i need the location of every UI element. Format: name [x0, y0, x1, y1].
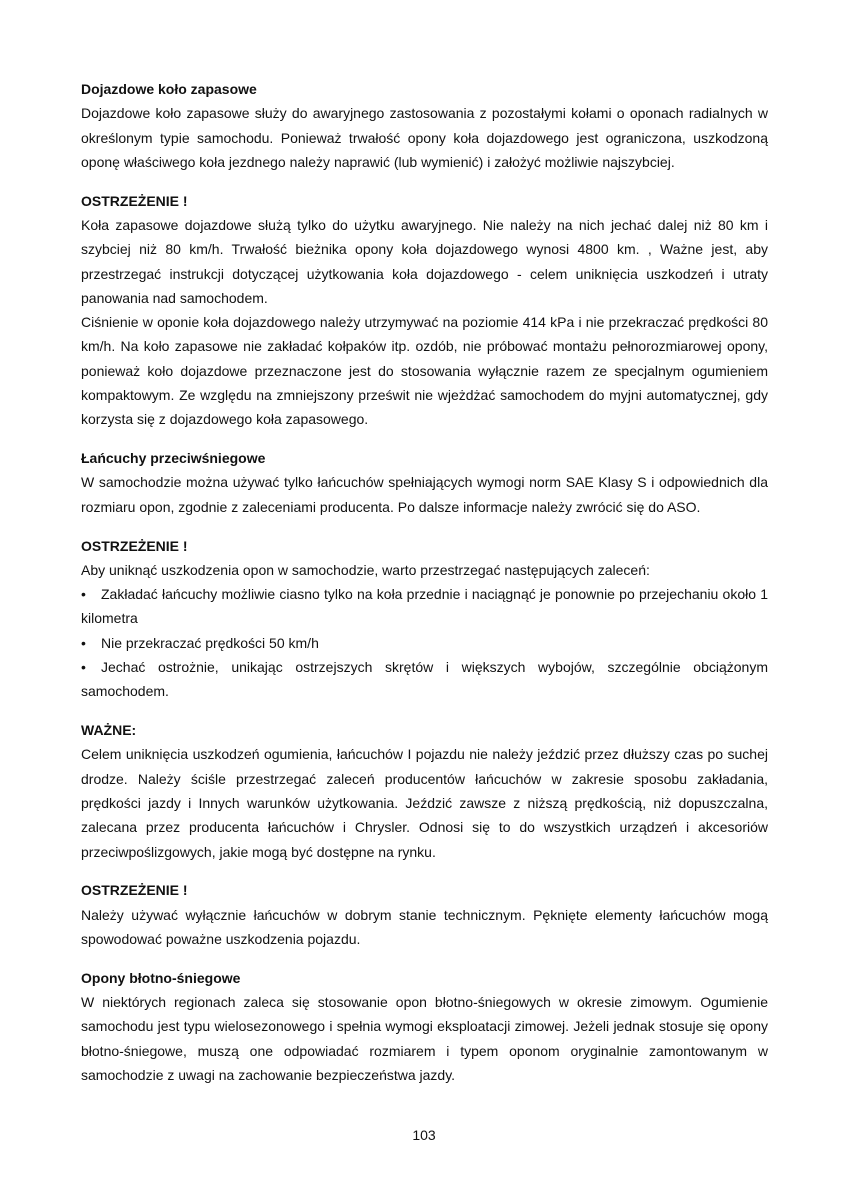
- bullet-icon: •: [81, 659, 86, 676]
- page-number: 103: [412, 1127, 436, 1143]
- section-spare-wheel: [81, 77, 768, 174]
- important-heading: WAŻNE:: [81, 722, 137, 739]
- bullet-icon: •: [81, 634, 86, 651]
- paragraph: Należy używać wyłącznie łańcuchów w dobrym stanie technicznym. Pęknięte elementy łańcuchów mogą spowodować poważne uszkodzenia pojazdu.: [81, 906, 768, 947]
- warning-heading: OSTRZEŻENIE !: [81, 192, 188, 209]
- document-page: [81, 77, 768, 1102]
- bullet-item: [81, 631, 768, 655]
- section-mud-snow-tires: [81, 966, 768, 1087]
- bullet-item: [81, 655, 768, 704]
- bullet-text: Zakładać łańcuchy możliwie ciasno tylko na koła przednie i naciągnąć je ponownie po przejechaniu około 1 kilometra: [81, 586, 768, 627]
- paragraph: Ciśnienie w oponie koła dojazdowego należy utrzymywać na poziomie 414 kPa i nie przekraczać prędkości 80 km/h. Na koło zapasowe nie zakładać kołpaków itp. ozdób, nie próbować montażu pełnorozmiarowej opony, ponieważ koło dojazdowe przeznaczone jest do stosowania wyłącznie razem ze specjalnym ogumieniem kompaktowym. Ze względu na zmniejszony prześwit nie wjeżdżać samochodem do myjni automatycznej, gdy korzysta się z dojazdowego koła zapasowego.: [81, 314, 768, 428]
- paragraph: W niektórych regionach zaleca się stosowanie opon błotno-śniegowych w okresie zimowym. Ogumienie samochodu jest typu wielosezonowego i spełnia wymogi eksploatacji zimowej. Jeżeli jednak stosuje się opony błotno-śniegowe, muszą one odpowiadać rozmiarem i typem oponom oryginalnie zamontowanym w samochodzie z uwagi na zachowanie bezpieczeństwa jazdy.: [81, 994, 768, 1083]
- paragraph: Celem uniknięcia uszkodzeń ogumienia, łańcuchów I pojazdu nie należy jeździć przez dłuższy czas po suchej drodze. Należy ściśle przestrzegać zaleceń producentów łańcuchów w zakresie sposobu zakładania, prędkości jazdy i Innych warunków użytkowania. Jeździć zawsze z niższą prędkością, niż dopuszczalna, zalecana przez producenta łańcuchów i Chrysler. Odnosi się to do wszystkich urządzeń i akcesoriów przeciwpoślizgowych, jakie mogą być dostępne na rynku.: [81, 746, 768, 860]
- warning-heading: OSTRZEŻENIE !: [81, 537, 188, 554]
- bullet-text: Jechać ostrożnie, unikając ostrzejszych skrętów i większych wybojów, szczególnie obciążonym samochodem.: [81, 659, 768, 700]
- section-heading: Opony błotno-śniegowe: [81, 969, 241, 986]
- paragraph: W samochodzie można używać tylko łańcuchów spełniających wymogi norm SAE Klasy S i odpowiednich dla rozmiaru opon, zgodnie z zaleceniami producenta. Po dalsze informacje należy zwrócić się do ASO.: [81, 474, 768, 515]
- bullet-text: Nie przekraczać prędkości 50 km/h: [101, 634, 319, 651]
- section-heading: Łańcuchy przeciwśniegowe: [81, 450, 266, 467]
- section-snow-chains: [81, 446, 768, 519]
- section-warning-1: [81, 189, 768, 432]
- warning-heading: OSTRZEŻENIE !: [81, 882, 188, 899]
- bullet-icon: •: [81, 586, 86, 603]
- section-warning-2: [81, 534, 768, 704]
- paragraph: Aby uniknąć uszkodzenia opon w samochodzie, warto przestrzegać następujących zaleceń:: [81, 561, 650, 578]
- section-important: [81, 718, 768, 864]
- paragraph: Koła zapasowe dojazdowe służą tylko do użytku awaryjnego. Nie należy na nich jechać dalej niż 80 km i szybciej niż 80 km/h. Trwałość bieżnika opony koła dojazdowego wynosi 4800 km. , Ważne jest, aby przestrzegać instrukcji dotyczącej użytkowania koła dojazdowego - celem uniknięcia uszkodzeń i utraty panowania nad samochodem.: [81, 216, 768, 306]
- section-heading: Dojazdowe koło zapasowe: [81, 81, 257, 97]
- bullet-item: [81, 582, 768, 631]
- section-warning-3: [81, 878, 768, 951]
- paragraph: Dojazdowe koło zapasowe służy do awaryjnego zastosowania z pozostałymi kołami o oponach radialnych w określonym typie samochodu. Ponieważ trwałość opony koła dojazdowego jest ograniczona, uszkodzoną oponę właściwego koła jezdnego należy naprawić (lub wymienić) i założyć możliwie najszybciej.: [81, 105, 768, 170]
